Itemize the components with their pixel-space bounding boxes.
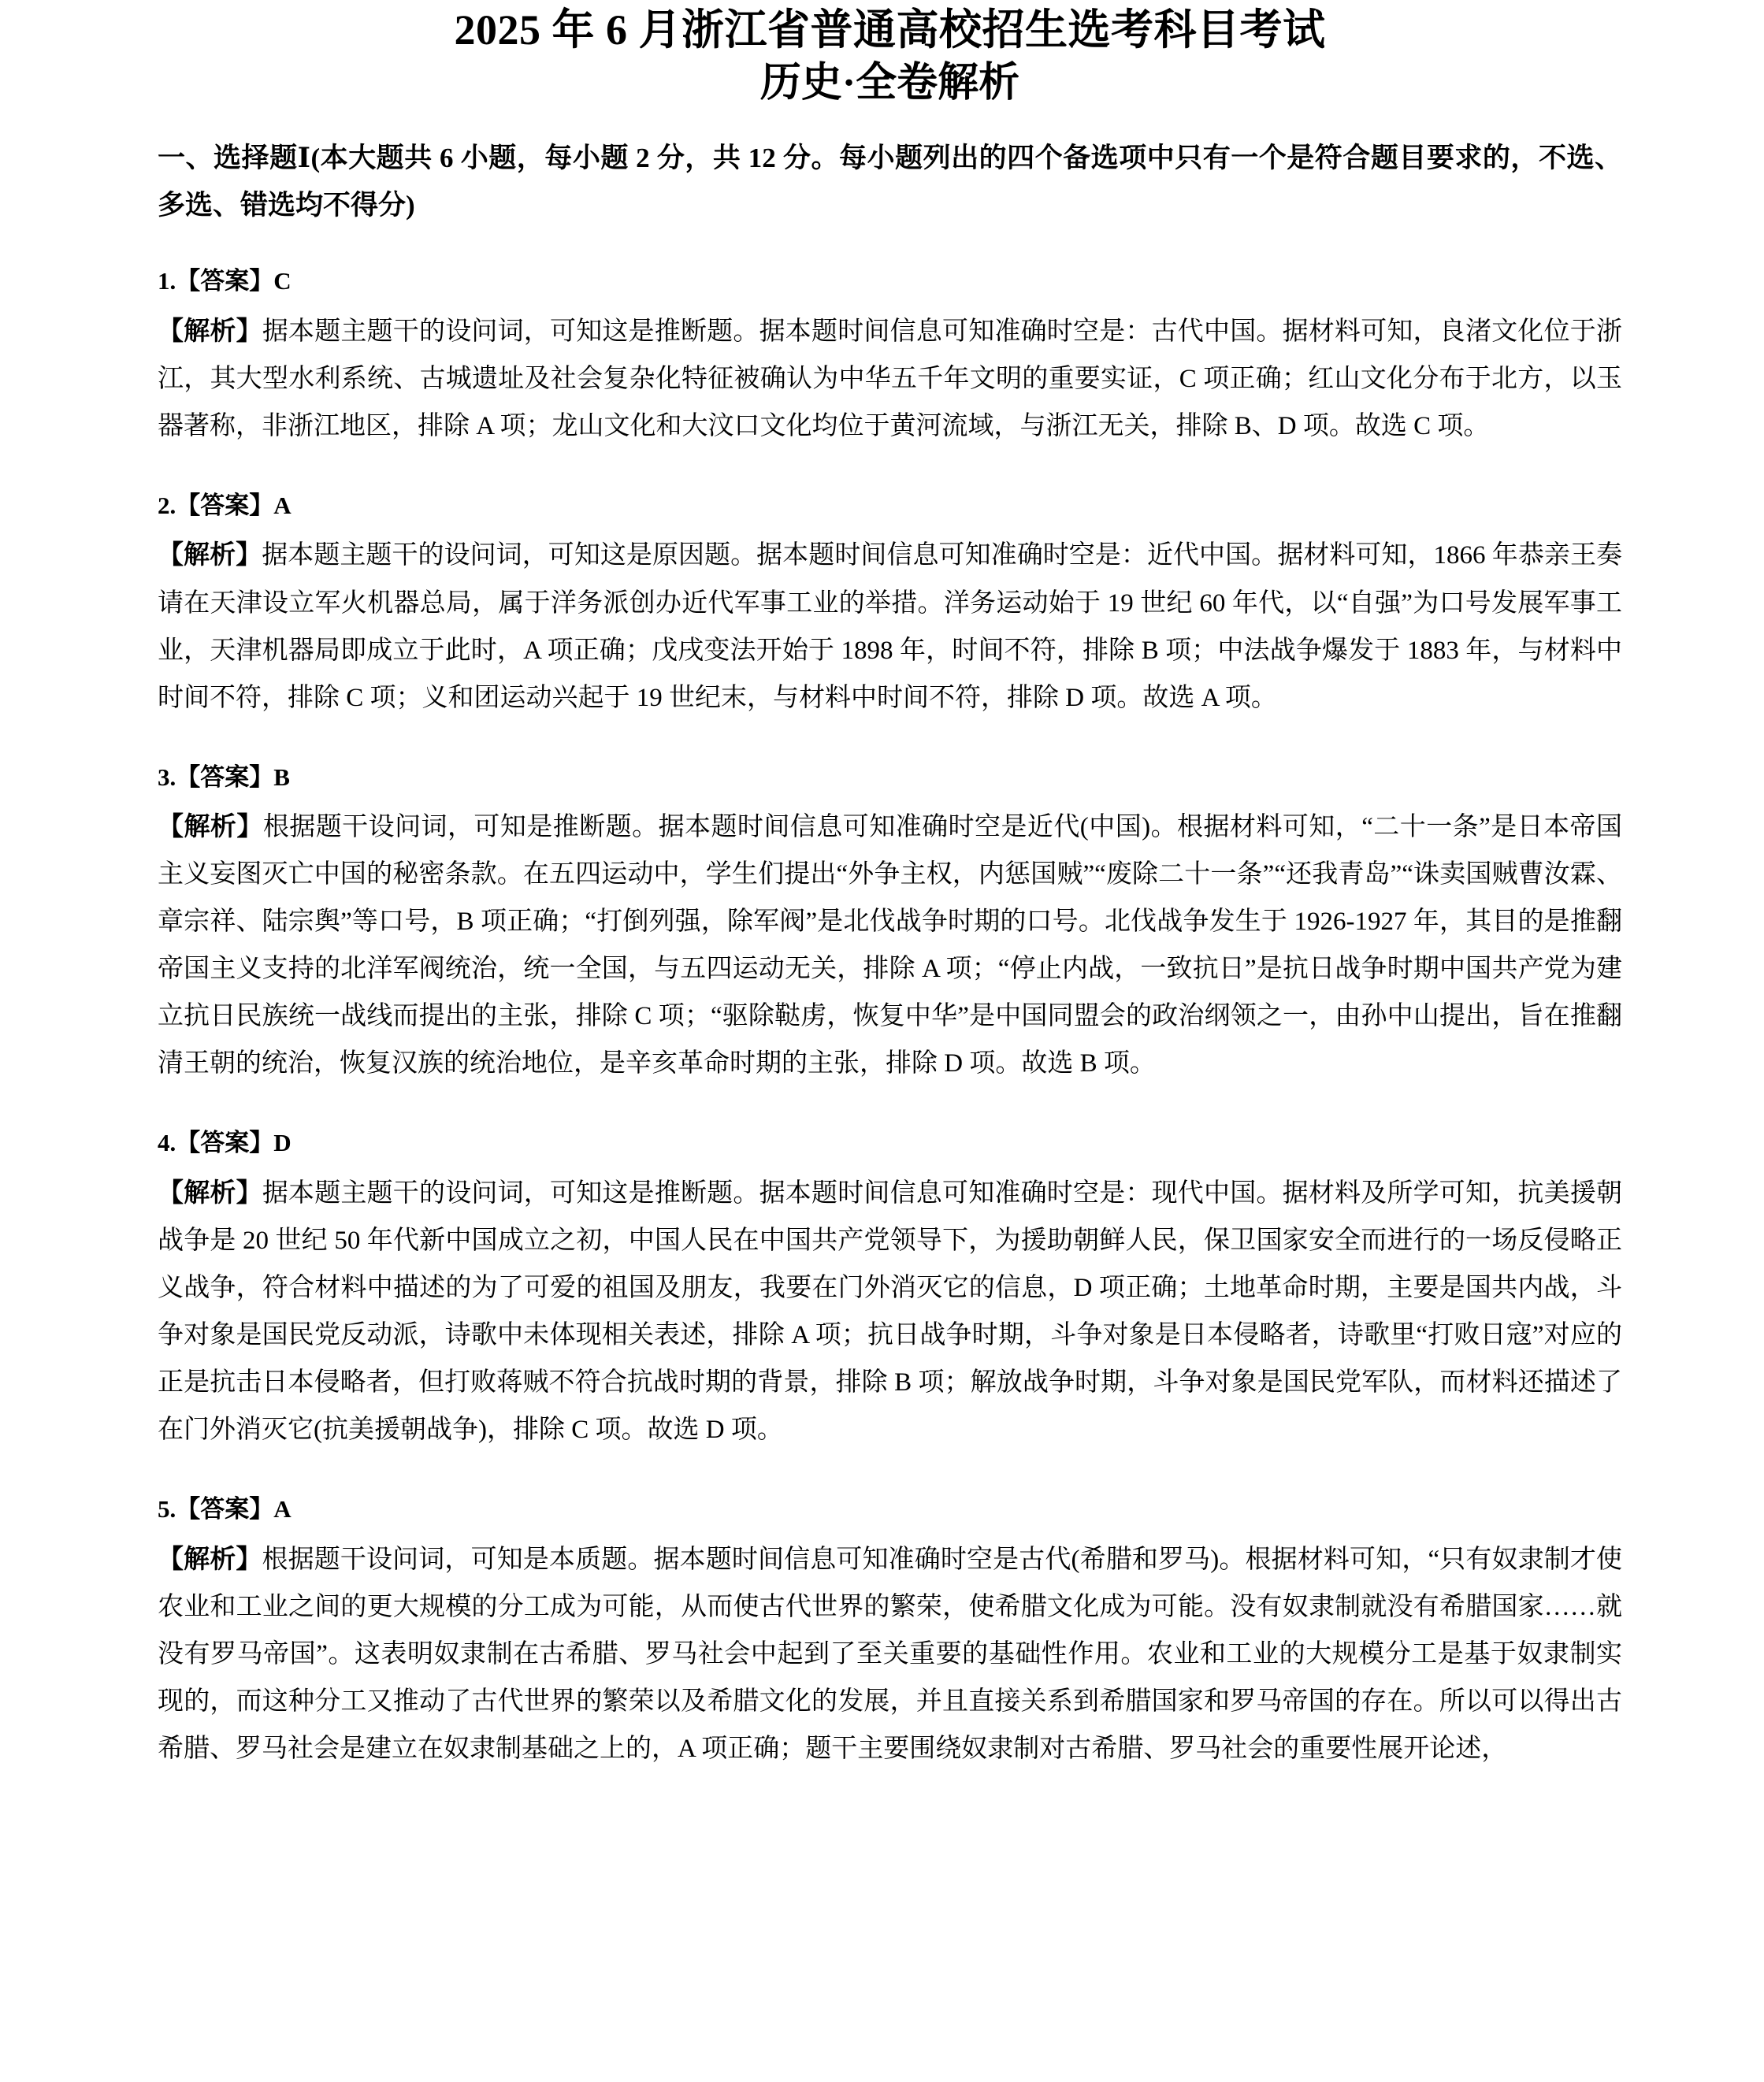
- answer-letter: A: [273, 1495, 292, 1523]
- analysis-paragraph: [158, 1536, 1622, 1772]
- answer-block: [158, 759, 1622, 1088]
- answer-label: 【答案】: [176, 763, 274, 791]
- analysis-paragraph: [158, 803, 1622, 1087]
- answer-block: [158, 488, 1622, 722]
- answer-block: [158, 263, 1622, 450]
- analysis-paragraph: [158, 532, 1622, 721]
- question-number: 5.: [158, 1495, 176, 1523]
- analysis-paragraph: [158, 308, 1622, 450]
- page-title-line-1: 2025 年 6 月浙江省普通高校招生选考科目考试: [454, 6, 1326, 54]
- answer-block: [158, 1491, 1622, 1772]
- analysis-label: 【解析】: [158, 813, 263, 842]
- answer-heading: [158, 1125, 1622, 1162]
- page-title: [158, 5, 1622, 57]
- question-number: 3.: [158, 763, 176, 791]
- analysis-label: 【解析】: [158, 541, 262, 570]
- answer-heading: [158, 488, 1622, 525]
- analysis-text: 根据题干设问词，可知是本质题。据本题时间信息可知准确时空是古代(希腊和罗马)。根据材料可知，“只有奴隶制才使农业和工业之间的更大规模的分工成为可能，从而使古代世界的繁荣，使希腊文化成为可能。没有奴隶制就没有希腊国家……就没有罗马帝国”。这表明奴隶制在古希腊、罗马社会中起到了至关重要的基础性作用。农业和工业的大规模分工是基于奴隶制实现的，而这种分工又推动了古代世界的繁荣以及希腊文化的发展，并且直接关系到希腊国家和罗马帝国的存在。所以可以得出古希腊、罗马社会是建立在奴隶制基础之上的，A 项正确；题干主要围绕奴隶制对古希腊、罗马社会的重要性展开论述，: [158, 1545, 1622, 1763]
- analysis-text: 据本题主题干的设问词，可知这是推断题。据本题时间信息可知准确时空是：现代中国。据材料及所学可知，抗美援朝战争是 20 世纪 50 年代新中国成立之初，中国人民在中国共产党领导下，为援助朝鲜人民，保卫国家安全而进行的一场反侵略正义战争，符合材料中描述的为了可爱的祖国及朋友，我要在门外消灭它的信息，D 项正确；土地革命时期，主要是国共内战，斗争对象是国民党反动派，诗歌中未体现相关表述，排除 A 项；抗日战争时期，斗争对象是日本侵略者，诗歌里“打败日寇”对应的正是抗击日本侵略者，但打败蒋贼不符合抗战时期的背景，排除 B 项；解放战争时期，斗争对象是国民党军队，而材料还描述了在门外消灭它(抗美援朝战争)，排除 C 项。故选 D 项。: [158, 1178, 1623, 1445]
- question-number: 1.: [158, 267, 176, 295]
- answer-heading: [158, 263, 1622, 300]
- analysis-paragraph: [158, 1170, 1622, 1453]
- answer-heading: [158, 759, 1622, 796]
- analysis-label: 【解析】: [158, 317, 262, 346]
- analysis-text: 根据题干设问词，可知是推断题。据本题时间信息可知准确时空是近代(中国)。根据材料可知，“二十一条”是日本帝国主义妄图灭亡中国的秘密条款。在五四运动中，学生们提出“外争主权，内惩国贼”“废除二十一条”“还我青岛”“诛卖国贼曹汝霖、章宗祥、陆宗舆”等口号，B 项正确；“打倒列强，除军阀”是北伐战争时期的口号。北伐战争发生于 1926-1927 年，其目的是推翻帝国主义支持的北洋军阀统治，统一全国，与五四运动无关，排除 A 项；“停止内战，一致抗日”是抗日战争时期中国共产党为建立抗日民族统一战线而提出的主张，排除 C 项；“驱除鞑虏，恢复中华”是中国同盟会的政治纲领之一，由孙中山提出，旨在推翻清王朝的统治，恢复汉族的统治地位，是辛亥革命时期的主张，排除 D 项。故选 B 项。: [158, 813, 1622, 1078]
- answer-label: 【答案】: [176, 491, 274, 519]
- page-subtitle: 历史·全卷解析: [759, 60, 1020, 106]
- answer-label: 【答案】: [176, 1495, 274, 1523]
- analysis-label: 【解析】: [158, 1545, 262, 1574]
- question-number: 4.: [158, 1129, 176, 1157]
- question-number: 2.: [158, 491, 176, 519]
- answer-letter: C: [273, 267, 292, 295]
- answer-label: 【答案】: [176, 1129, 274, 1157]
- analysis-label: 【解析】: [158, 1178, 262, 1208]
- answer-label: 【答案】: [176, 267, 274, 295]
- answer-letter: D: [273, 1129, 292, 1157]
- answer-heading: [158, 1491, 1622, 1528]
- answer-letter: B: [273, 763, 290, 791]
- section-heading: 一、选择题Ⅰ(本大题共 6 小题，每小题 2 分，共 12 分。每小题列出的四个备选项中只有一个是符合题目要求的，不选、多选、错选均不得分): [158, 143, 1622, 221]
- analysis-text: 据本题主题干的设问词，可知这是推断题。据本题时间信息可知准确时空是：古代中国。据材料可知，良渚文化位于浙江，其大型水利系统、古城遗址及社会复杂化特征被确认为中华五千年文明的重要实证，C 项正确；红山文化分布于北方，以玉器著称，非浙江地区，排除 A 项；龙山文化和大汶口文化均位于黄河流域，与浙江无关，排除 B、D 项。故选 C 项。: [158, 317, 1623, 440]
- answer-letter: A: [273, 491, 292, 519]
- answer-block: [158, 1125, 1622, 1453]
- analysis-text: 据本题主题干的设问词，可知这是原因题。据本题时间信息可知准确时空是：近代中国。据材料可知，1866 年恭亲王奏请在天津设立军火机器总局，属于洋务派创办近代军事工业的举措。洋务运动始于 19 世纪 60 年代，以“自强”为口号发展军事工业，天津机器局即成立于此时，A 项正确；戊戌变法开始于 1898 年，时间不符，排除 B 项；中法战争爆发于 1883 年，与材料中时间不符，排除 C 项；义和团运动兴起于 19 世纪末，与材料中时间不符，排除 D 项。故选 A 项。: [158, 541, 1623, 712]
